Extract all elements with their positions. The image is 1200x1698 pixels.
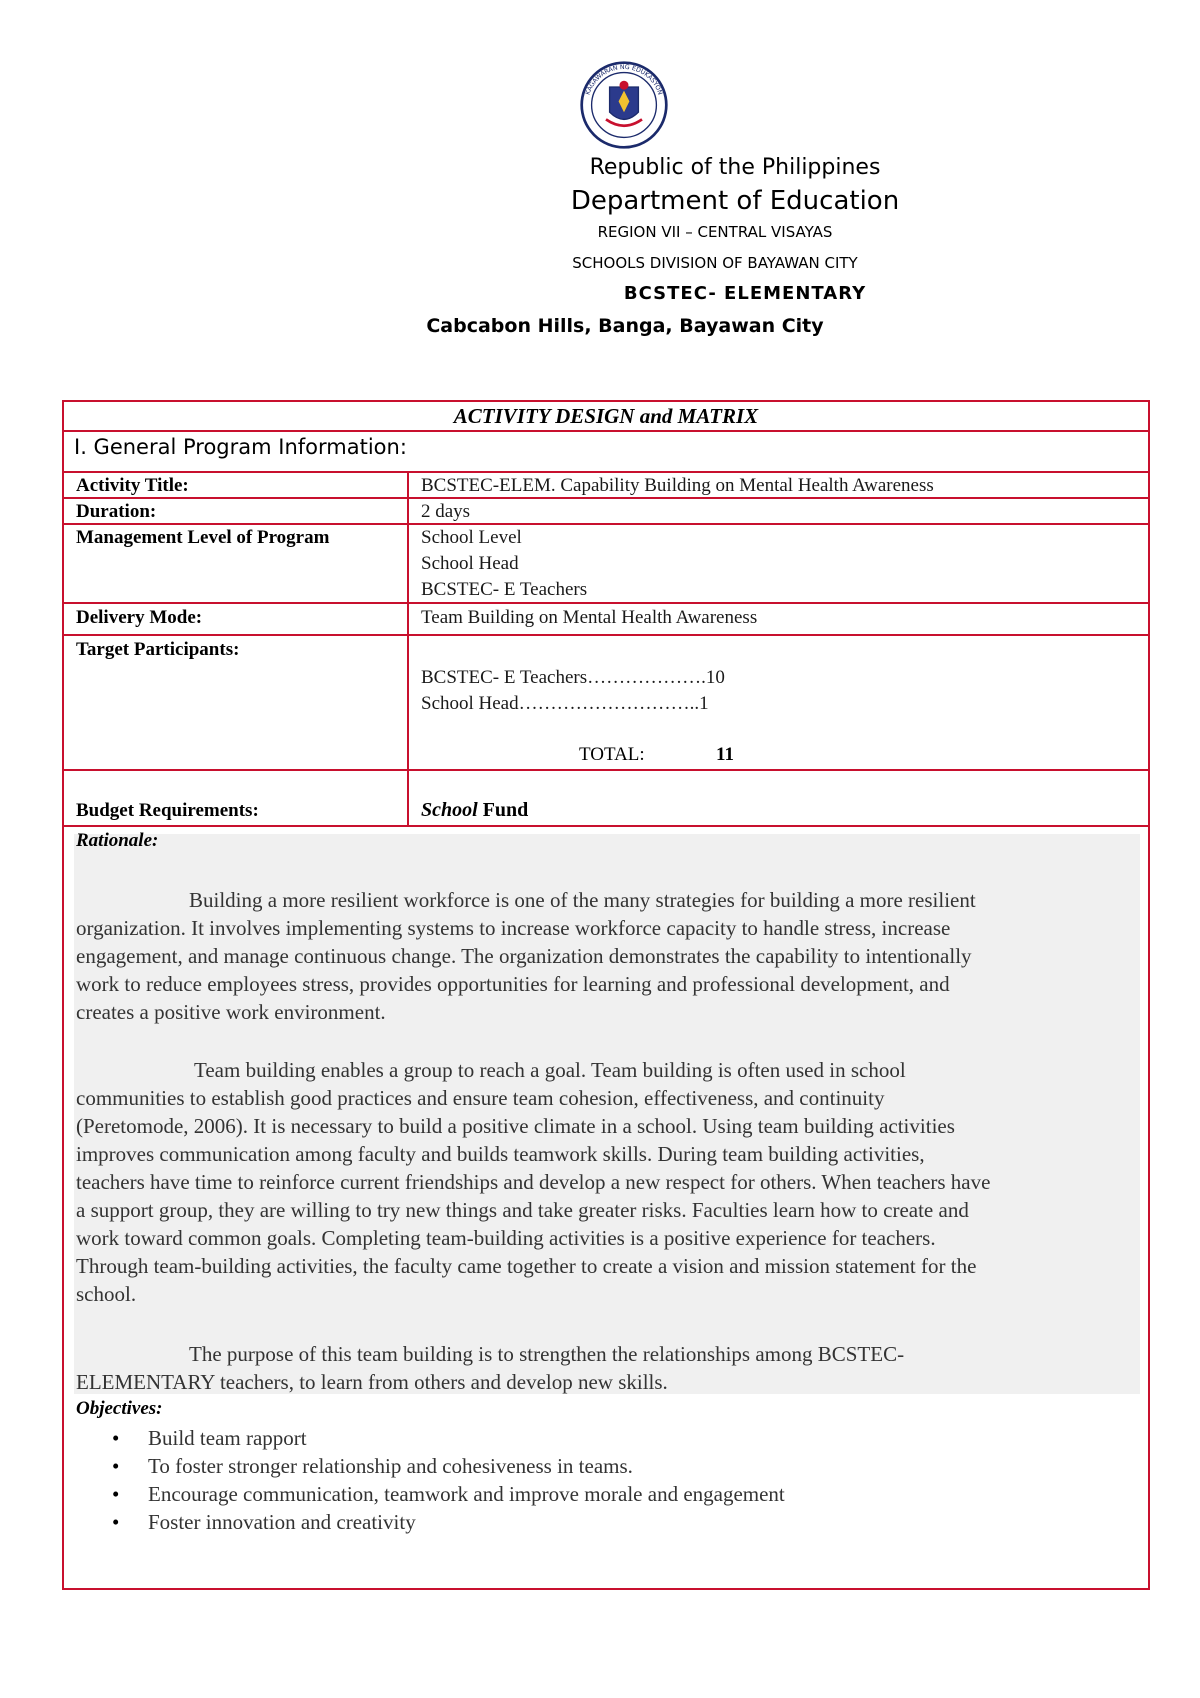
department-heading: Department of Education — [570, 186, 900, 216]
management-values — [421, 525, 587, 603]
school-heading: BCSTEC- ELEMENTARY — [623, 283, 867, 304]
republic-heading: Republic of the Philippines — [589, 155, 881, 180]
management-value: School Head — [421, 553, 519, 574]
duration-label: Duration: — [76, 501, 157, 522]
budget-fund-suffix: Fund — [477, 799, 529, 821]
delivery-row — [64, 604, 1148, 636]
budget-value — [421, 799, 528, 822]
objective-item: • Build team rapport — [76, 1424, 785, 1452]
budget-fund-type: School — [421, 799, 478, 821]
rationale-paragraph-3 — [76, 1340, 1136, 1396]
region-heading: REGION VII – CENTRAL VISAYAS — [597, 223, 833, 241]
rationale-line: teachers have time to reinforce current friendships and develop a new respect for others. When teachers have — [76, 1170, 991, 1194]
rationale-line: engagement, and manage continuous change. The organization demonstrates the capability to intentionally — [76, 944, 972, 968]
activity-title-row — [64, 473, 1148, 499]
target-label: Target Participants: — [76, 639, 240, 660]
rationale-line: ELEMENTARY teachers, to learn from others and develop new skills. — [76, 1370, 668, 1394]
rationale-label: Rationale: — [76, 830, 159, 851]
participant-line: BCSTEC- E Teachers……………….10 — [421, 667, 725, 688]
budget-label: Budget Requirements: — [76, 800, 259, 821]
rationale-line: Team building enables a group to reach a goal. Team building is often used in school — [194, 1058, 906, 1082]
svg-text:KAGAWARAN NG EDUKASYON: KAGAWARAN NG EDUKASYON — [584, 63, 664, 96]
total-value: 11 — [716, 744, 734, 765]
rationale-line: Through team-building activities, the faculty came together to create a vision and mission statement for the — [76, 1254, 977, 1278]
budget-row — [64, 771, 1148, 827]
management-value: School Level — [421, 527, 522, 548]
participants-list — [421, 665, 725, 717]
table-divider — [407, 473, 409, 827]
objective-item: • To foster stronger relationship and cohesiveness in teams. — [76, 1452, 785, 1480]
form-title-row — [64, 402, 1148, 432]
objective-item: • Encourage communication, teamwork and improve morale and engagement — [76, 1480, 785, 1508]
rationale-line: (Peretomode, 2006). It is necessary to build a positive climate in a school. Using team building activities — [76, 1114, 955, 1138]
activity-title-label: Activity Title: — [76, 475, 189, 496]
section-row — [64, 432, 1148, 473]
rationale-line: Building a more resilient workforce is one of the many strategies for building a more resilient — [189, 888, 976, 912]
rationale-line: communities to establish good practices and ensure team cohesion, effectiveness, and continuity — [76, 1086, 885, 1110]
management-label: Management Level of Program — [76, 527, 330, 548]
duration-row — [64, 499, 1148, 525]
address-heading: Cabcabon Hills, Banga, Bayawan City — [426, 315, 824, 337]
deped-seal-icon — [579, 60, 669, 150]
rationale-line: improves communication among faculty and builds teamwork skills. During team building activities, — [76, 1142, 925, 1166]
rationale-line: The purpose of this team building is to strengthen the relationships among BCSTEC- — [189, 1342, 905, 1366]
management-value: BCSTEC- E Teachers — [421, 579, 588, 600]
objective-item: • Foster innovation and creativity — [76, 1508, 785, 1536]
form-title: ACTIVITY DESIGN and MATRIX — [453, 404, 759, 428]
activity-design-form — [62, 400, 1150, 1590]
target-row — [64, 636, 1148, 771]
participant-line: School Head………………………..1 — [421, 693, 709, 714]
rationale-line: work to reduce employees stress, provides opportunities for learning and professional development, and — [76, 972, 950, 996]
delivery-value: Team Building on Mental Health Awareness — [421, 607, 758, 628]
activity-title-value: BCSTEC-ELEM. Capability Building on Mental Health Awareness — [421, 475, 934, 496]
rationale-line: creates a positive work environment. — [76, 1000, 386, 1024]
total-label: TOTAL: — [579, 744, 645, 765]
rationale-paragraph-2 — [76, 1056, 1136, 1308]
objectives-list — [76, 1424, 785, 1536]
duration-value: 2 days — [421, 501, 471, 522]
division-heading: SCHOOLS DIVISION OF BAYAWAN CITY — [572, 254, 858, 272]
rationale-line: work toward common goals. Completing team-building activities is a positive experience for teachers. — [76, 1226, 936, 1250]
management-row — [64, 525, 1148, 604]
rationale-paragraph-1 — [76, 886, 1136, 1026]
rationale-line: organization. It involves implementing systems to increase workforce capacity to handle stress, increase — [76, 916, 951, 940]
rationale-line: a support group, they are willing to try new things and take greater risks. Faculties learn how to create and — [76, 1198, 969, 1222]
delivery-label: Delivery Mode: — [76, 607, 203, 628]
rationale-line: school. — [76, 1282, 137, 1306]
objectives-label: Objectives: — [76, 1398, 163, 1419]
section-heading: I. General Program Information: — [74, 435, 407, 459]
